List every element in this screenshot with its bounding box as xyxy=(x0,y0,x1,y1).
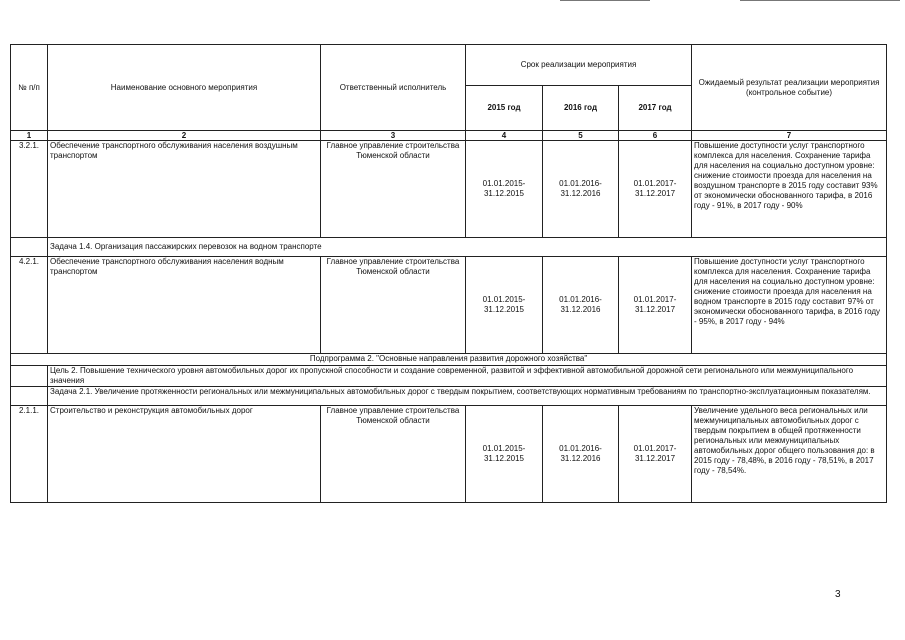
measure-name: Строительство и реконструкция автомобильных дорог xyxy=(48,406,321,503)
empty-cell xyxy=(11,366,48,387)
executor: Главное управление строительства Тюменской области xyxy=(321,406,466,503)
executor: Главное управление строительства Тюменской области xyxy=(321,141,466,238)
executor: Главное управление строительства Тюменской области xyxy=(321,257,466,354)
expected-result: Увеличение удельного веса региональных или межмуниципальных автомобильных дорог с твердым покрытием в общей протяженности региональных или межмуниципальных автомобильных дорог общего пользования до: в 2015 году - 78,48%, в 2016 году - 78,51%, в 2017 году - 78,54%. xyxy=(692,406,887,503)
column-number: 6 xyxy=(619,131,692,141)
scan-edge-mark xyxy=(560,0,650,1)
expected-result: Повышение доступности услуг транспортного комплекса для населения. Сохранение тарифа для населения на социально доступном уровне: снижение стоимости проезда для населения на водном транспорте в 2015 году составит 97% от экономически обоснованного тарифа, в 2016 году - 95%, в 2017 году - 94% xyxy=(692,257,887,354)
term-2017: 01.01.2017- 31.12.2017 xyxy=(619,257,692,354)
term-2016: 01.01.2016- 31.12.2016 xyxy=(543,406,619,503)
term-2016: 01.01.2016- 31.12.2016 xyxy=(543,257,619,354)
term-2015: 01.01.2015- 31.12.2015 xyxy=(466,406,543,503)
subprogram-title: Подпрограмма 2. "Основные направления развития дорожного хозяйства" xyxy=(11,354,887,366)
term-2017: 01.01.2017- 31.12.2017 xyxy=(619,406,692,503)
table-row xyxy=(11,406,887,503)
table-row xyxy=(11,141,887,238)
header-term: Срок реализации мероприятия xyxy=(466,45,692,86)
term-2015: 01.01.2015- 31.12.2015 xyxy=(466,257,543,354)
task-row xyxy=(11,387,887,406)
table-row xyxy=(11,257,887,354)
row-number: 2.1.1. xyxy=(11,406,48,503)
goal-title: Цель 2. Повышение технического уровня автомобильных дорог их пропускной способности и создание современной, развитой и эффективной автомобильной дорожной сети регионального или межмуниципального значения xyxy=(48,366,887,387)
goal-row xyxy=(11,366,887,387)
measure-name: Обеспечение транспортного обслуживания населения воздушным транспортом xyxy=(48,141,321,238)
term-2016: 01.01.2016- 31.12.2016 xyxy=(543,141,619,238)
header-num: № п/п xyxy=(11,45,48,131)
scan-edge-mark xyxy=(740,0,900,1)
column-number: 1 xyxy=(11,131,48,141)
column-numbers-row xyxy=(11,131,887,141)
row-number: 4.2.1. xyxy=(11,257,48,354)
task-title: Задача 1.4. Организация пассажирских перевозок на водном транспорте xyxy=(48,238,887,257)
column-number: 7 xyxy=(692,131,887,141)
header-year-2015: 2015 год xyxy=(466,86,543,131)
row-number: 3.2.1. xyxy=(11,141,48,238)
header-executor: Ответственный исполнитель xyxy=(321,45,466,131)
header-name: Наименование основного мероприятия xyxy=(48,45,321,131)
subprogram-row xyxy=(11,354,887,366)
expected-result: Повышение доступности услуг транспортного комплекса для населения. Сохранение тарифа для населения на социально доступном уровне: снижение стоимости проезда для населения на воздушном транспорте в 2015 году составит 93% от экономически обоснованного тарифа, в 2016 году - 91%, в 2017 году - 90% xyxy=(692,141,887,238)
task-row xyxy=(11,238,887,257)
column-number: 5 xyxy=(543,131,619,141)
header-row xyxy=(11,45,887,86)
column-number: 4 xyxy=(466,131,543,141)
measures-table xyxy=(10,44,887,503)
column-number: 3 xyxy=(321,131,466,141)
page-number: 3 xyxy=(835,589,841,600)
column-number: 2 xyxy=(48,131,321,141)
term-2017: 01.01.2017- 31.12.2017 xyxy=(619,141,692,238)
empty-cell xyxy=(11,238,48,257)
empty-cell xyxy=(11,387,48,406)
header-year-2016: 2016 год xyxy=(543,86,619,131)
measure-name: Обеспечение транспортного обслуживания населения водным транспортом xyxy=(48,257,321,354)
term-2015: 01.01.2015- 31.12.2015 xyxy=(466,141,543,238)
header-result: Ожидаемый результат реализации мероприятия (контрольное событие) xyxy=(692,45,887,131)
header-year-2017: 2017 год xyxy=(619,86,692,131)
task-title: Задача 2.1. Увеличение протяженности региональных или межмуниципальных автомобильных дорог с твердым покрытием, соответствующих нормативным требованиям по транспортно-эксплуатационным показателям. xyxy=(48,387,887,406)
